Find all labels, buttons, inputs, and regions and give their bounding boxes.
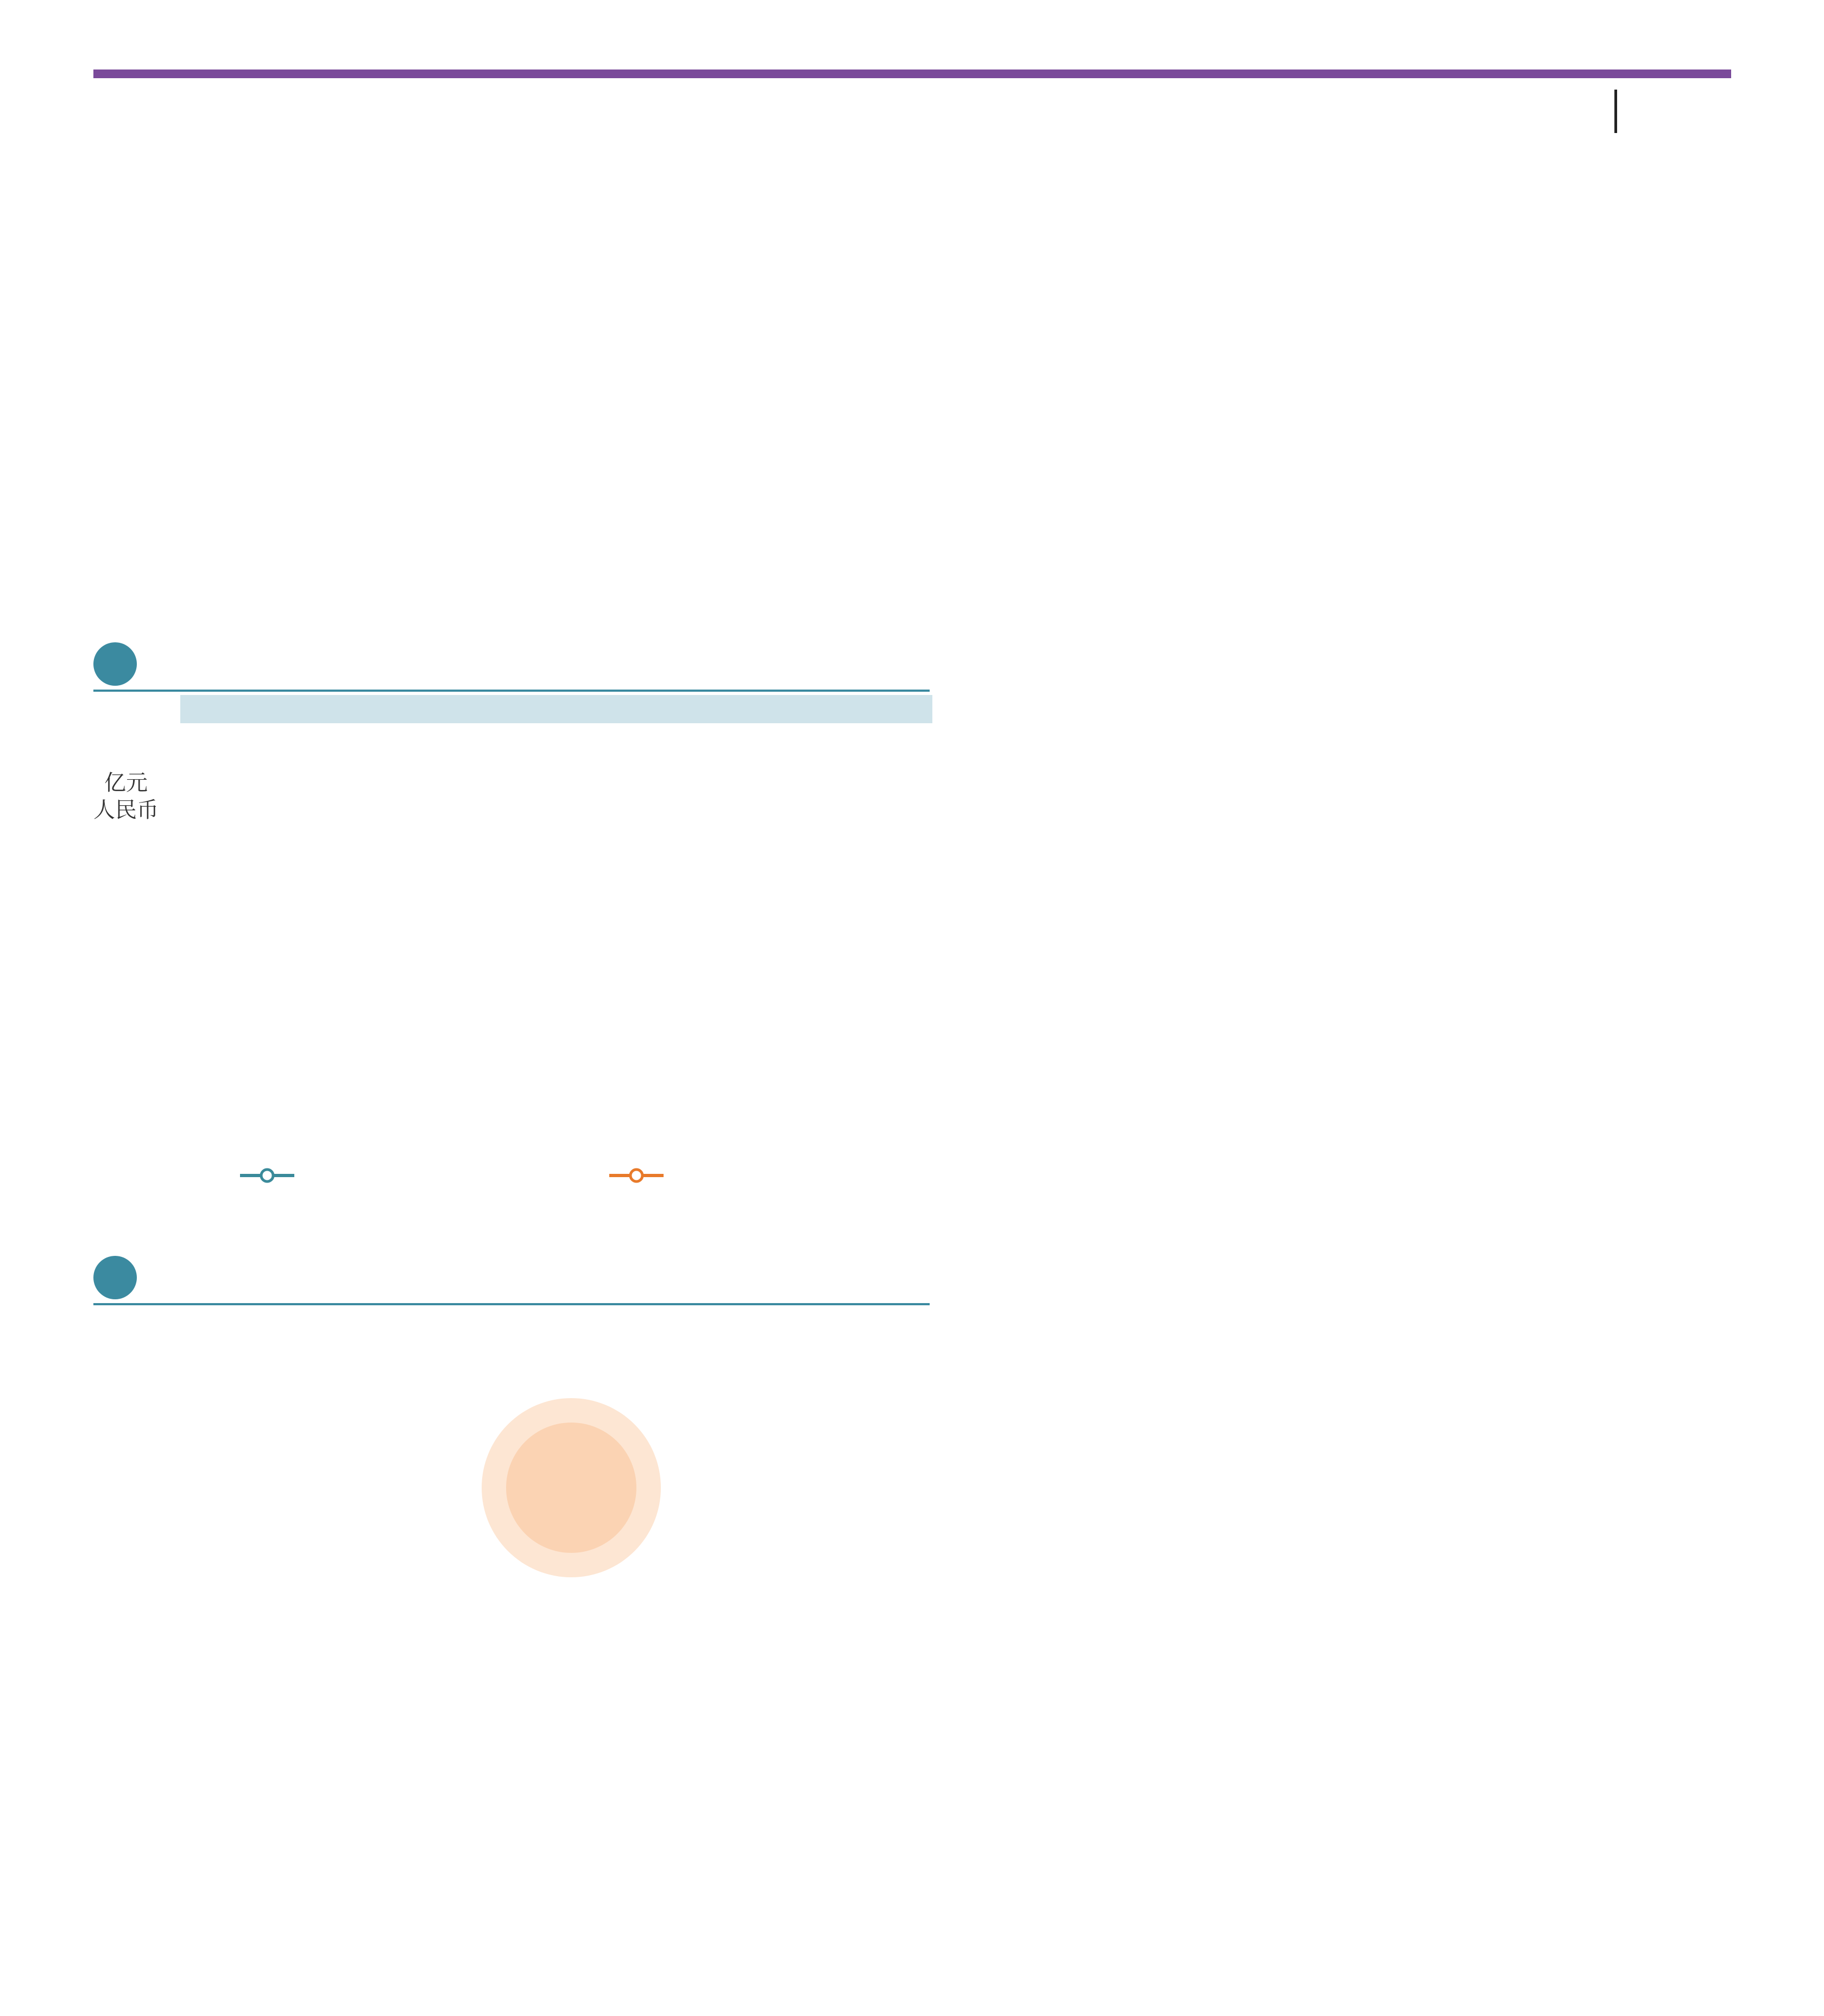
total-bubble-inner [506, 1423, 636, 1553]
fig1-table-header [180, 695, 932, 723]
fig1-unit-line2: 人民币 [93, 798, 159, 823]
top-rule [93, 69, 1731, 78]
fig1-badge [93, 642, 137, 686]
fig1-legend [240, 1170, 664, 1181]
fig2-badge [93, 1256, 137, 1299]
fig2-chart [93, 1309, 932, 1911]
fig1-rule [93, 690, 930, 692]
fig1-chart [93, 695, 932, 1216]
fig1-unit-line1: 亿元 [104, 770, 148, 795]
masthead-divider [1614, 90, 1617, 133]
fig2-rule [93, 1303, 930, 1305]
